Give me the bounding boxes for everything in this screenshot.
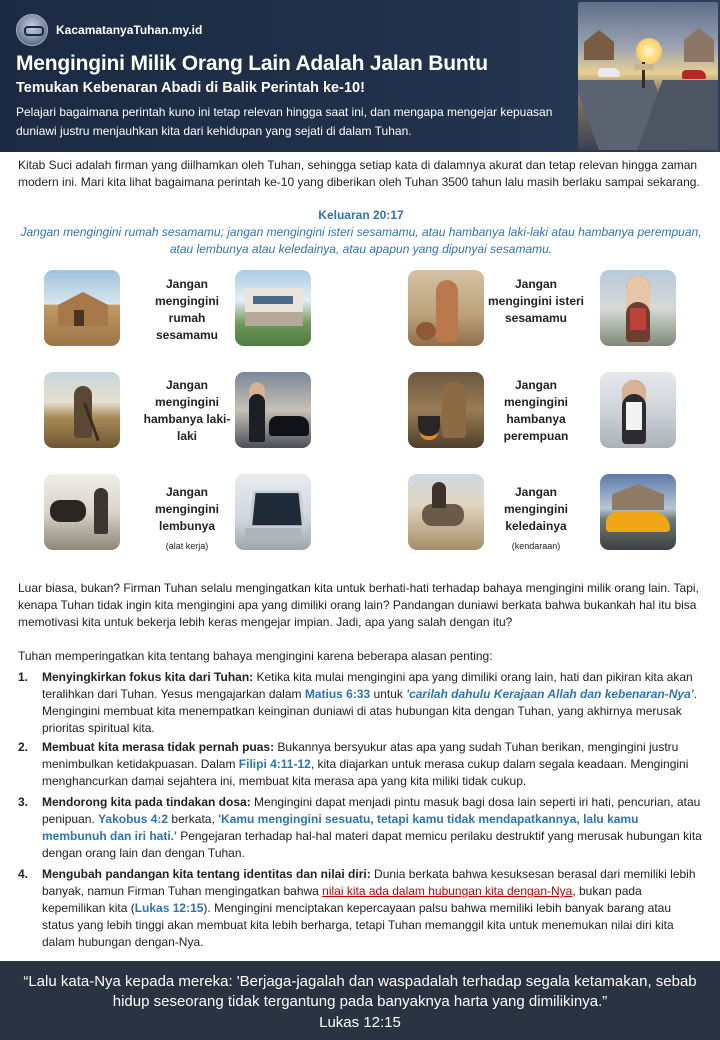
- reason-item-2: 2. Membuat kita merasa tidak pernah puas: Bukannya bersyukur atas apa yang sudah Tuhan berikan, mengingini justru menimbulkan ketidakpuasan. Dalam Filipi 4:11-12, kita diajarkan untuk merasa cukup dalam segala keadaan. Mengingini menghancurkan damai sejahtera ini, membuat kita merasa apa yang kita miliki tidak cukup.: [18, 740, 689, 788]
- commandment-manservant-label: Jangan mengingini hambanya laki-laki: [143, 378, 231, 443]
- tablet-laptop-image: [235, 474, 311, 550]
- header-banner: [0, 0, 720, 152]
- verse-link[interactable]: Yakobus 4:2: [98, 812, 169, 826]
- commandment-wife-label: Jangan mengingini isteri sesamamu: [488, 277, 585, 325]
- page-subtitle: Temukan Kebenaran Abadi di Balik Perintah ke-10!: [16, 80, 365, 96]
- modern-woman-image: [600, 270, 676, 346]
- footer-quote: “Lalu kata-Nya kepada mereka: 'Berjaga-jagalah dan waspadalah terhadap segala ketamakan, sebab hidup seseorang tidak tergantung pada banyaknya harta yang dimilikinya.”: [23, 973, 697, 1010]
- housemaid-image: [600, 372, 676, 448]
- glasses-logo-icon: [16, 14, 48, 46]
- brand[interactable]: [16, 14, 202, 46]
- commandment-maidservant-label: Jangan mengingini hambanya perempuan: [503, 378, 569, 443]
- brand-name: KacamatanyaTuhan.my.id: [56, 23, 203, 37]
- paragraph-reasons-intro: Tuhan memperingatkan kita tentang bahaya mengingini karena beberapa alasan penting:: [18, 649, 493, 663]
- crossroads-hero-image: [578, 2, 718, 150]
- commandment-donkey-label: Jangan mengingini keledainya (kendaraan): [488, 484, 584, 555]
- ox-plough-image: [44, 474, 120, 550]
- reason-item-1: 1. Menyingkirkan fokus kita dari Tuhan: Ketika kita mulai mengingini apa yang dimiliki orang lain, hati dan pikiran kita akan teralihkan dari Tuhan. Yesus mengajarkan dalam Matius 6:33 untuk 'carilah dahulu Kerajaan Allah dan kebenaran-Nya'. Mengingini membuat kita menempatkan keinginan duniawi di atas hubungan kita dengan Tuhan, yang akhirnya merusak prioritas spiritual kita.: [18, 670, 697, 735]
- header-intro: Pelajari bagaimana perintah kuno ini tetap relevan hingga saat ini, dan mengapa mengejar kepuasan duniawi justru menjauhkan kita dari kehidupan yang sejati di dalam Tuhan.: [16, 105, 553, 138]
- mud-hut-image: [44, 270, 120, 346]
- footer-reference: Lukas 12:15: [319, 1014, 401, 1031]
- verse-text: Jangan mengingini rumah sesamamu; jangan mengingini isteri sesamamu, atau hambanya laki-laki atau hambanya perempuan, atau lembunya atau keledainya, atau apapun yang dipunyai sesamamu.: [20, 225, 702, 256]
- farmer-image: [44, 372, 120, 448]
- verse-link[interactable]: Matius 6:33: [304, 687, 371, 701]
- footer-quote-banner: [0, 961, 720, 1040]
- page-title: Mengingini Milik Orang Lain Adalah Jalan Buntu: [16, 52, 488, 75]
- sports-car-image: [600, 474, 676, 550]
- ancient-woman-image: [408, 270, 484, 346]
- commandment-ox-label: Jangan mengingini lembunya (alat kerja): [139, 484, 235, 555]
- chauffeur-image: [235, 372, 311, 448]
- verse-link[interactable]: Filipi 4:11-12: [238, 757, 311, 771]
- highlight-link[interactable]: nilai kita ada dalam hubungan kita dengan-Nya: [322, 884, 573, 898]
- paragraph-why: Luar biasa, bukan? Firman Tuhan selalu mengingatkan kita untuk berhati-hati terhadap bahaya mengingini milik orang lain. Tapi, kenapa Tuhan tidak ingin kita mengingini apa yang dimiliki orang lain? Pandangan duniawi berkata bahwa bukankah hal itu bisa memotivasi kita untuk bekerja lebih keras mengejar impian. Jadi, apa yang salah dengan itu?: [18, 581, 699, 629]
- intro-paragraph: Kitab Suci adalah firman yang diilhamkan oleh Tuhan, sehingga setiap kata di dalamnya akurat dan tetap relevan hingga zaman modern ini. Mari kita lihat bagaimana perintah ke-10 yang diberikan oleh Tuhan 3500 tahun lalu masih berlaku sampai sekarang.: [18, 158, 700, 189]
- verse-link[interactable]: Lukas 12:15: [134, 901, 204, 915]
- commandment-ox-note: (alat kerja): [165, 541, 209, 551]
- donkey-image: [408, 474, 484, 550]
- ancient-cook-image: [408, 372, 484, 448]
- commandment-donkey-note: (kendaraan): [511, 541, 561, 551]
- modern-house-image: [235, 270, 311, 346]
- commandment-house-label: Jangan mengingini rumah sesamamu: [155, 277, 219, 342]
- verse-reference: Keluaran 20:17: [318, 208, 404, 222]
- reason-item-4: 4. Mengubah pandangan kita tentang identitas dan nilai diri: Dunia berkata bahwa kesuksesan berasal dari memiliki lebih banyak, namun Firman Tuhan mengingatkan bahwa nilai kita ada dalam hubungan kita dengan-Nya, bukan pada kepemilikan kita (Lukas 12:15). Mengingini menciptakan kepercayaan palsu bahwa memiliki lebih banyak barang atau status yang lebih tinggi akan membuat kita lebih berharga, tetapi Tuhan memanggil kita untuk menemukan nilai diri kita dalam hubungan dengan-Nya.: [18, 867, 696, 949]
- reason-item-3: 3. Mendorong kita pada tindakan dosa: Mengingini dapat menjadi pintu masuk bagi dosa lain seperti iri hati, pencurian, atau penipuan. Yakobus 4:2 berkata, 'Kamu mengingini sesuatu, tetapi kamu tidak mendapatkannya, lalu kamu membunuh dan iri hati.' Pengejaran terhadap hal-hal materi dapat memicu perilaku destruktif yang merusak hubungan kita dengan orang lain dan dengan Tuhan.: [18, 795, 702, 860]
